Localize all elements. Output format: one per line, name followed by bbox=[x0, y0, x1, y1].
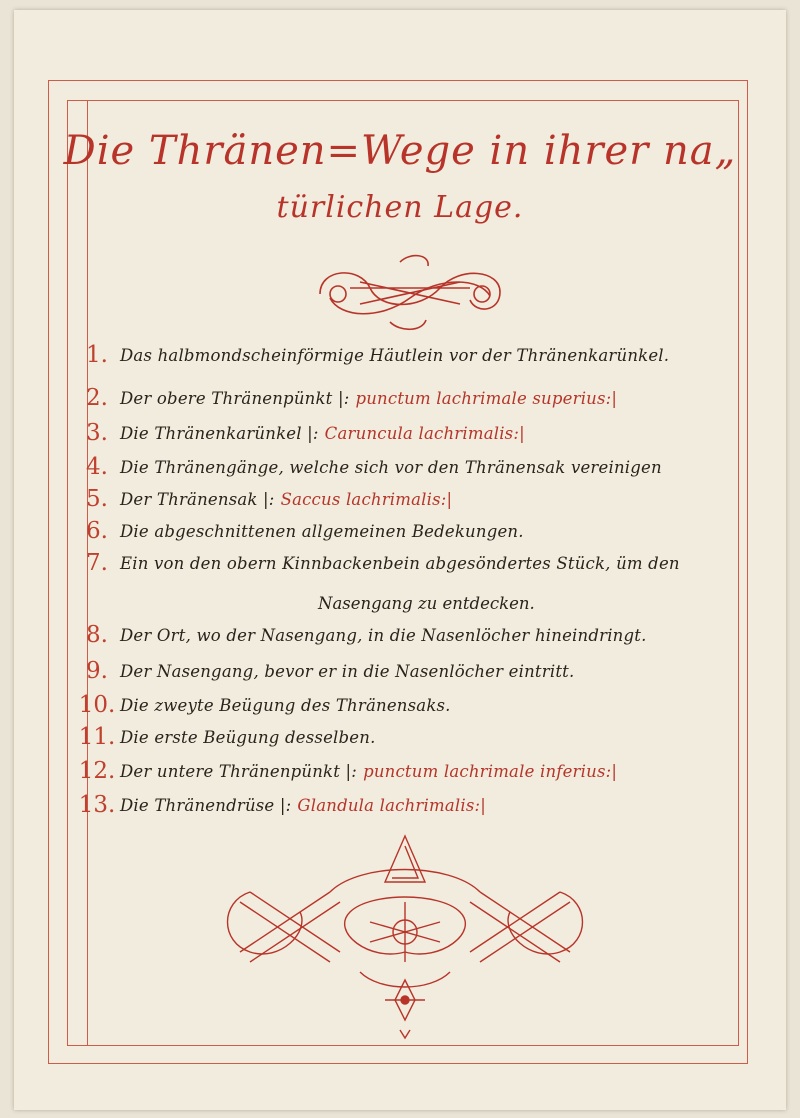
entry-text: Der Nasengang, bevor er in die Nasenlöcher eintritt. bbox=[120, 662, 575, 681]
entry-number: 8. bbox=[86, 622, 108, 648]
list-item bbox=[70, 722, 730, 754]
entry-text: Der untere Thränenpünkt |: punctum lachrimale inferius:| bbox=[120, 762, 618, 781]
entry-text: Der obere Thränenpünkt |: punctum lachrimale superius:| bbox=[120, 389, 618, 408]
list-item bbox=[70, 452, 730, 484]
page-title-line-2: türlichen Lage. bbox=[276, 190, 524, 225]
entry-text: Die Thränenkarünkel |: Caruncula lachrimalis:| bbox=[120, 424, 525, 443]
list-item bbox=[70, 340, 730, 372]
entry-text: Der Thränensak |: Saccus lachrimalis:| bbox=[120, 490, 453, 509]
entry-text: Die Thränengänge, welche sich vor den Thränensak vereinigen bbox=[120, 458, 662, 477]
entry-number: 9. bbox=[86, 658, 108, 684]
list-item bbox=[70, 383, 730, 415]
entry-text: Ein von den obern Kinnbackenbein abgesöndertes Stück, üm den bbox=[120, 554, 680, 573]
entry-latin-term: Glandula lachrimalis:| bbox=[297, 796, 487, 815]
entry-latin-term: Caruncula lachrimalis:| bbox=[324, 424, 525, 443]
entry-number: 1. bbox=[86, 342, 108, 368]
entry-text: Die abgeschnittenen allgemeinen Bedekungen. bbox=[120, 522, 524, 541]
entry-text: Der Ort, wo der Nasengang, in die Nasenlöcher hineindringt. bbox=[120, 626, 647, 645]
list-item bbox=[70, 656, 730, 688]
calligraphic-flourish-bottom bbox=[210, 822, 600, 1040]
entry-number: 3. bbox=[86, 420, 108, 446]
entry-number: 11. bbox=[78, 724, 116, 750]
list-item bbox=[70, 790, 730, 822]
entry-text: Das halbmondscheinförmige Häutlein vor der Thränenkarünkel. bbox=[120, 346, 670, 365]
entry-number: 7. bbox=[86, 550, 108, 576]
entry-number: 10. bbox=[78, 692, 116, 718]
entry-text: Die erste Beügung desselben. bbox=[120, 728, 376, 747]
entry-7-continuation: Nasengang zu entdecken. bbox=[318, 594, 535, 613]
list-item bbox=[70, 548, 730, 580]
entry-number: 13. bbox=[78, 792, 116, 818]
list-item bbox=[70, 620, 730, 652]
calligraphic-flourish-top bbox=[300, 248, 520, 336]
entry-latin-term: Saccus lachrimalis:| bbox=[280, 490, 453, 509]
list-item bbox=[70, 690, 730, 722]
entry-text: Die Thränendrüse |: Glandula lachrimalis:| bbox=[120, 796, 487, 815]
entry-number: 4. bbox=[86, 454, 108, 480]
entry-latin-term: punctum lachrimale superius:| bbox=[355, 389, 618, 408]
entry-number: 6. bbox=[86, 518, 108, 544]
entry-number: 12. bbox=[78, 758, 116, 784]
list-item bbox=[70, 484, 730, 516]
list-item bbox=[70, 756, 730, 788]
list-item bbox=[70, 418, 730, 450]
list-item bbox=[70, 516, 730, 548]
entry-text: Die zweyte Beügung des Thränensaks. bbox=[120, 696, 451, 715]
entry-number: 5. bbox=[86, 486, 108, 512]
entry-latin-term: punctum lachrimale inferius:| bbox=[363, 762, 618, 781]
page-title-line-1: Die Thränen=Wege in ihrer na„ bbox=[63, 128, 737, 174]
entry-number: 2. bbox=[86, 385, 108, 411]
